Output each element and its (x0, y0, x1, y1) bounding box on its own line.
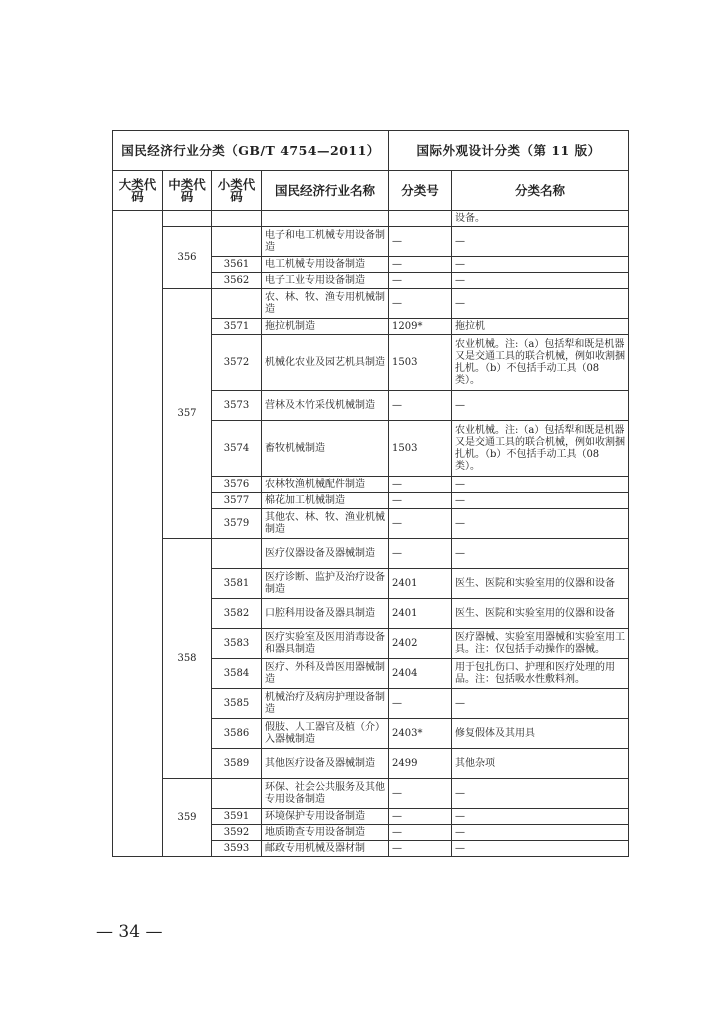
class-number-cell: — (389, 227, 452, 257)
class-number-cell: 2402 (389, 629, 452, 659)
class-number-cell: — (389, 273, 452, 289)
industry-name-cell: 机械治疗及病房护理设备制造 (262, 689, 389, 719)
industry-name-cell: 电子和电工机械专用设备制造 (262, 227, 389, 257)
class-number-cell: — (389, 509, 452, 539)
left-group-header: 国民经济行业分类（GB/T 4754—2011） (113, 131, 389, 171)
class-name-cell: 用于包扎伤口、护理和医疗处理的用品。注：包括吸水性敷料剂。 (452, 659, 629, 689)
class-name-cell: — (452, 509, 629, 539)
class-name-cell: — (452, 257, 629, 273)
small-code-cell: 3573 (212, 391, 262, 421)
col-class-name-header: 分类名称 (452, 171, 629, 211)
class-number-cell: 1209* (389, 319, 452, 335)
small-code-cell (212, 779, 262, 809)
table-row (113, 779, 629, 809)
class-number-cell: — (389, 493, 452, 509)
small-code-cell: 3571 (212, 319, 262, 335)
class-name-cell: — (452, 841, 629, 857)
small-code-cell: 3586 (212, 719, 262, 749)
industry-name-cell (262, 211, 389, 227)
class-number-cell: 2401 (389, 569, 452, 599)
table-row (113, 211, 629, 227)
industry-name-cell: 棉花加工机械制造 (262, 493, 389, 509)
industry-name-cell: 医疗实验室及医用消毒设备和器具制造 (262, 629, 389, 659)
class-number-cell: — (389, 689, 452, 719)
small-code-cell: 3589 (212, 749, 262, 779)
table-row (113, 289, 629, 319)
col-small-header: 小类代码 (212, 171, 262, 211)
class-number-cell: — (389, 477, 452, 493)
class-name-cell: — (452, 289, 629, 319)
class-name-cell: — (452, 493, 629, 509)
industry-name-cell: 医疗诊断、监护及治疗设备制造 (262, 569, 389, 599)
industry-name-cell: 环境保护专用设备制造 (262, 809, 389, 825)
header-group-row (113, 131, 629, 171)
industry-name-cell: 电工机械专用设备制造 (262, 257, 389, 273)
small-code-cell: 3585 (212, 689, 262, 719)
col-major-header: 大类代码 (113, 171, 163, 211)
class-name-cell: — (452, 539, 629, 569)
industry-name-cell: 拖拉机制造 (262, 319, 389, 335)
class-name-cell: — (452, 477, 629, 493)
small-code-cell: 3582 (212, 599, 262, 629)
class-number-cell: 2499 (389, 749, 452, 779)
class-name-cell: 修复假体及其用具 (452, 719, 629, 749)
class-name-cell: — (452, 779, 629, 809)
industry-name-cell: 口腔科用设备及器具制造 (262, 599, 389, 629)
table-body (113, 211, 629, 857)
small-code-cell: 3561 (212, 257, 262, 273)
industry-name-cell: 地质勘查专用设备制造 (262, 825, 389, 841)
class-number-cell: — (389, 841, 452, 857)
mid-code-cell: 359 (163, 779, 212, 857)
small-code-cell: 3581 (212, 569, 262, 599)
small-code-cell (212, 211, 262, 227)
class-name-cell: 医生、医院和实验室用的仪器和设备 (452, 569, 629, 599)
page-number: — 34 — (96, 922, 163, 942)
small-code-cell: 3577 (212, 493, 262, 509)
class-number-cell: — (389, 809, 452, 825)
small-code-cell: 3593 (212, 841, 262, 857)
class-number-cell: 2403* (389, 719, 452, 749)
mid-code-cell: 357 (163, 289, 212, 539)
class-number-cell: — (389, 257, 452, 273)
class-number-cell: 1503 (389, 421, 452, 477)
class-name-cell: 设备。 (452, 211, 629, 227)
small-code-cell (212, 539, 262, 569)
table-row (113, 539, 629, 569)
class-number-cell: — (389, 391, 452, 421)
class-number-cell: — (389, 825, 452, 841)
mid-code-cell (163, 211, 212, 227)
industry-name-cell: 机械化农业及园艺机具制造 (262, 335, 389, 391)
industry-name-cell: 畜牧机械制造 (262, 421, 389, 477)
industry-name-cell: 电子工业专用设备制造 (262, 273, 389, 289)
class-number-cell (389, 211, 452, 227)
small-code-cell (212, 289, 262, 319)
class-name-cell: 拖拉机 (452, 319, 629, 335)
class-name-cell: 医疗器械、实验室用器械和实验室用工具。注：仅包括手动操作的器械。 (452, 629, 629, 659)
class-name-cell: 医生、医院和实验室用的仪器和设备 (452, 599, 629, 629)
small-code-cell: 3572 (212, 335, 262, 391)
small-code-cell: 3592 (212, 825, 262, 841)
col-name-header: 国民经济行业名称 (262, 171, 389, 211)
class-name-cell: 其他杂项 (452, 749, 629, 779)
industry-name-cell: 营林及木竹采伐机械制造 (262, 391, 389, 421)
small-code-cell: 3579 (212, 509, 262, 539)
class-name-cell: 农业机械。注:（a）包括犁和既是机器又是交通工具的联合机械，例如收割捆扎机。（b）不包括手动工具（08 类）。 (452, 421, 629, 477)
class-name-cell: — (452, 689, 629, 719)
small-code-cell: 3562 (212, 273, 262, 289)
col-mid-header: 中类代码 (163, 171, 212, 211)
industry-name-cell: 医疗仪器设备及器械制造 (262, 539, 389, 569)
industry-name-cell: 农、林、牧、渔专用机械制造 (262, 289, 389, 319)
industry-classification-table (112, 130, 629, 857)
class-name-cell: — (452, 273, 629, 289)
class-number-cell: 2401 (389, 599, 452, 629)
industry-name-cell: 医疗、外科及兽医用器械制造 (262, 659, 389, 689)
small-code-cell: 3584 (212, 659, 262, 689)
class-number-cell: 2404 (389, 659, 452, 689)
small-code-cell (212, 227, 262, 257)
small-code-cell: 3576 (212, 477, 262, 493)
industry-name-cell: 邮政专用机械及器材制 (262, 841, 389, 857)
industry-name-cell: 农林牧渔机械配件制造 (262, 477, 389, 493)
class-number-cell: — (389, 289, 452, 319)
industry-name-cell: 假肢、人工器官及植（介）入器械制造 (262, 719, 389, 749)
industry-name-cell: 其他医疗设备及器械制造 (262, 749, 389, 779)
small-code-cell: 3583 (212, 629, 262, 659)
class-name-cell: — (452, 227, 629, 257)
mid-code-cell: 358 (163, 539, 212, 779)
class-number-cell: 1503 (389, 335, 452, 391)
table-row (113, 227, 629, 257)
header-column-row (113, 171, 629, 211)
class-name-cell: 农业机械。注:（a）包括犁和既是机器又是交通工具的联合机械，例如收割捆扎机。（b）不包括手动工具（08 类）。 (452, 335, 629, 391)
class-name-cell: — (452, 825, 629, 841)
small-code-cell: 3574 (212, 421, 262, 477)
class-number-cell: — (389, 779, 452, 809)
major-code-cell (113, 211, 163, 857)
class-number-cell: — (389, 539, 452, 569)
industry-name-cell: 环保、社会公共服务及其他专用设备制造 (262, 779, 389, 809)
class-name-cell: — (452, 809, 629, 825)
small-code-cell: 3591 (212, 809, 262, 825)
mid-code-cell: 356 (163, 227, 212, 289)
industry-name-cell: 其他农、林、牧、渔业机械制造 (262, 509, 389, 539)
col-class-no-header: 分类号 (389, 171, 452, 211)
class-name-cell: — (452, 391, 629, 421)
right-group-header: 国际外观设计分类（第 11 版） (389, 131, 629, 171)
